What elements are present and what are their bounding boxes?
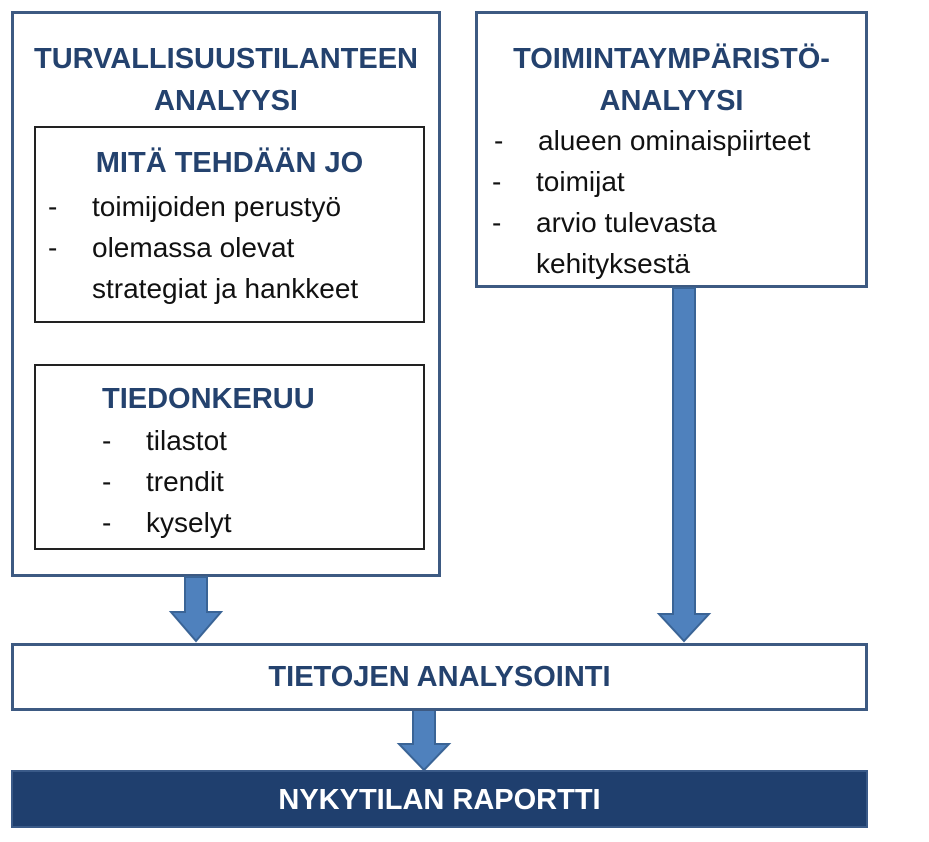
data-analysis-bar (11, 643, 868, 711)
bullet-dash: - (492, 166, 502, 197)
bullet-dash: - (102, 466, 112, 497)
list-item-text: trendit (146, 466, 224, 497)
bullet-dash: - (102, 425, 112, 456)
list-item-text: strategiat ja hankkeet (92, 273, 359, 304)
list-item-text: toimijat (536, 166, 625, 197)
bullet-dash: - (494, 125, 504, 156)
arrow-left-down (171, 577, 221, 641)
list-item-text: tilastot (146, 425, 227, 456)
status-report-bar (11, 770, 868, 828)
bullet-dash: - (102, 507, 112, 538)
list-item-text: kyselyt (146, 507, 232, 538)
list-item-text: kehityksestä (536, 248, 691, 279)
environment-analysis-title-line2: ANALYYSI (599, 85, 744, 117)
bullet-dash: - (492, 207, 502, 238)
data-collection-title: TIEDONKERUU (102, 383, 315, 415)
arrow-report-down (399, 710, 449, 770)
list-item-text: arvio tulevasta (536, 207, 717, 238)
existing-actions-title: MITÄ TEHDÄÄN JO (95, 147, 364, 179)
data-analysis-label: TIETOJEN ANALYSOINTI (268, 661, 611, 693)
list-item-text: toimijoiden perustyö (92, 191, 342, 222)
arrow-right-down (659, 288, 709, 641)
list-item-text: alueen ominaispiirteet (538, 125, 811, 156)
security-analysis-title-line2: ANALYYSI (154, 85, 298, 117)
bullet-dash: - (48, 232, 58, 263)
bullet-dash: - (48, 191, 58, 222)
environment-analysis-title-line1: TOIMINTAYMPÄRISTÖ- (513, 43, 830, 75)
security-analysis-title-line1: TURVALLISUUSTILANTEEN (34, 43, 418, 75)
list-item-text: olemassa olevat (92, 232, 295, 263)
status-report-label: NYKYTILAN RAPORTTI (278, 784, 601, 816)
